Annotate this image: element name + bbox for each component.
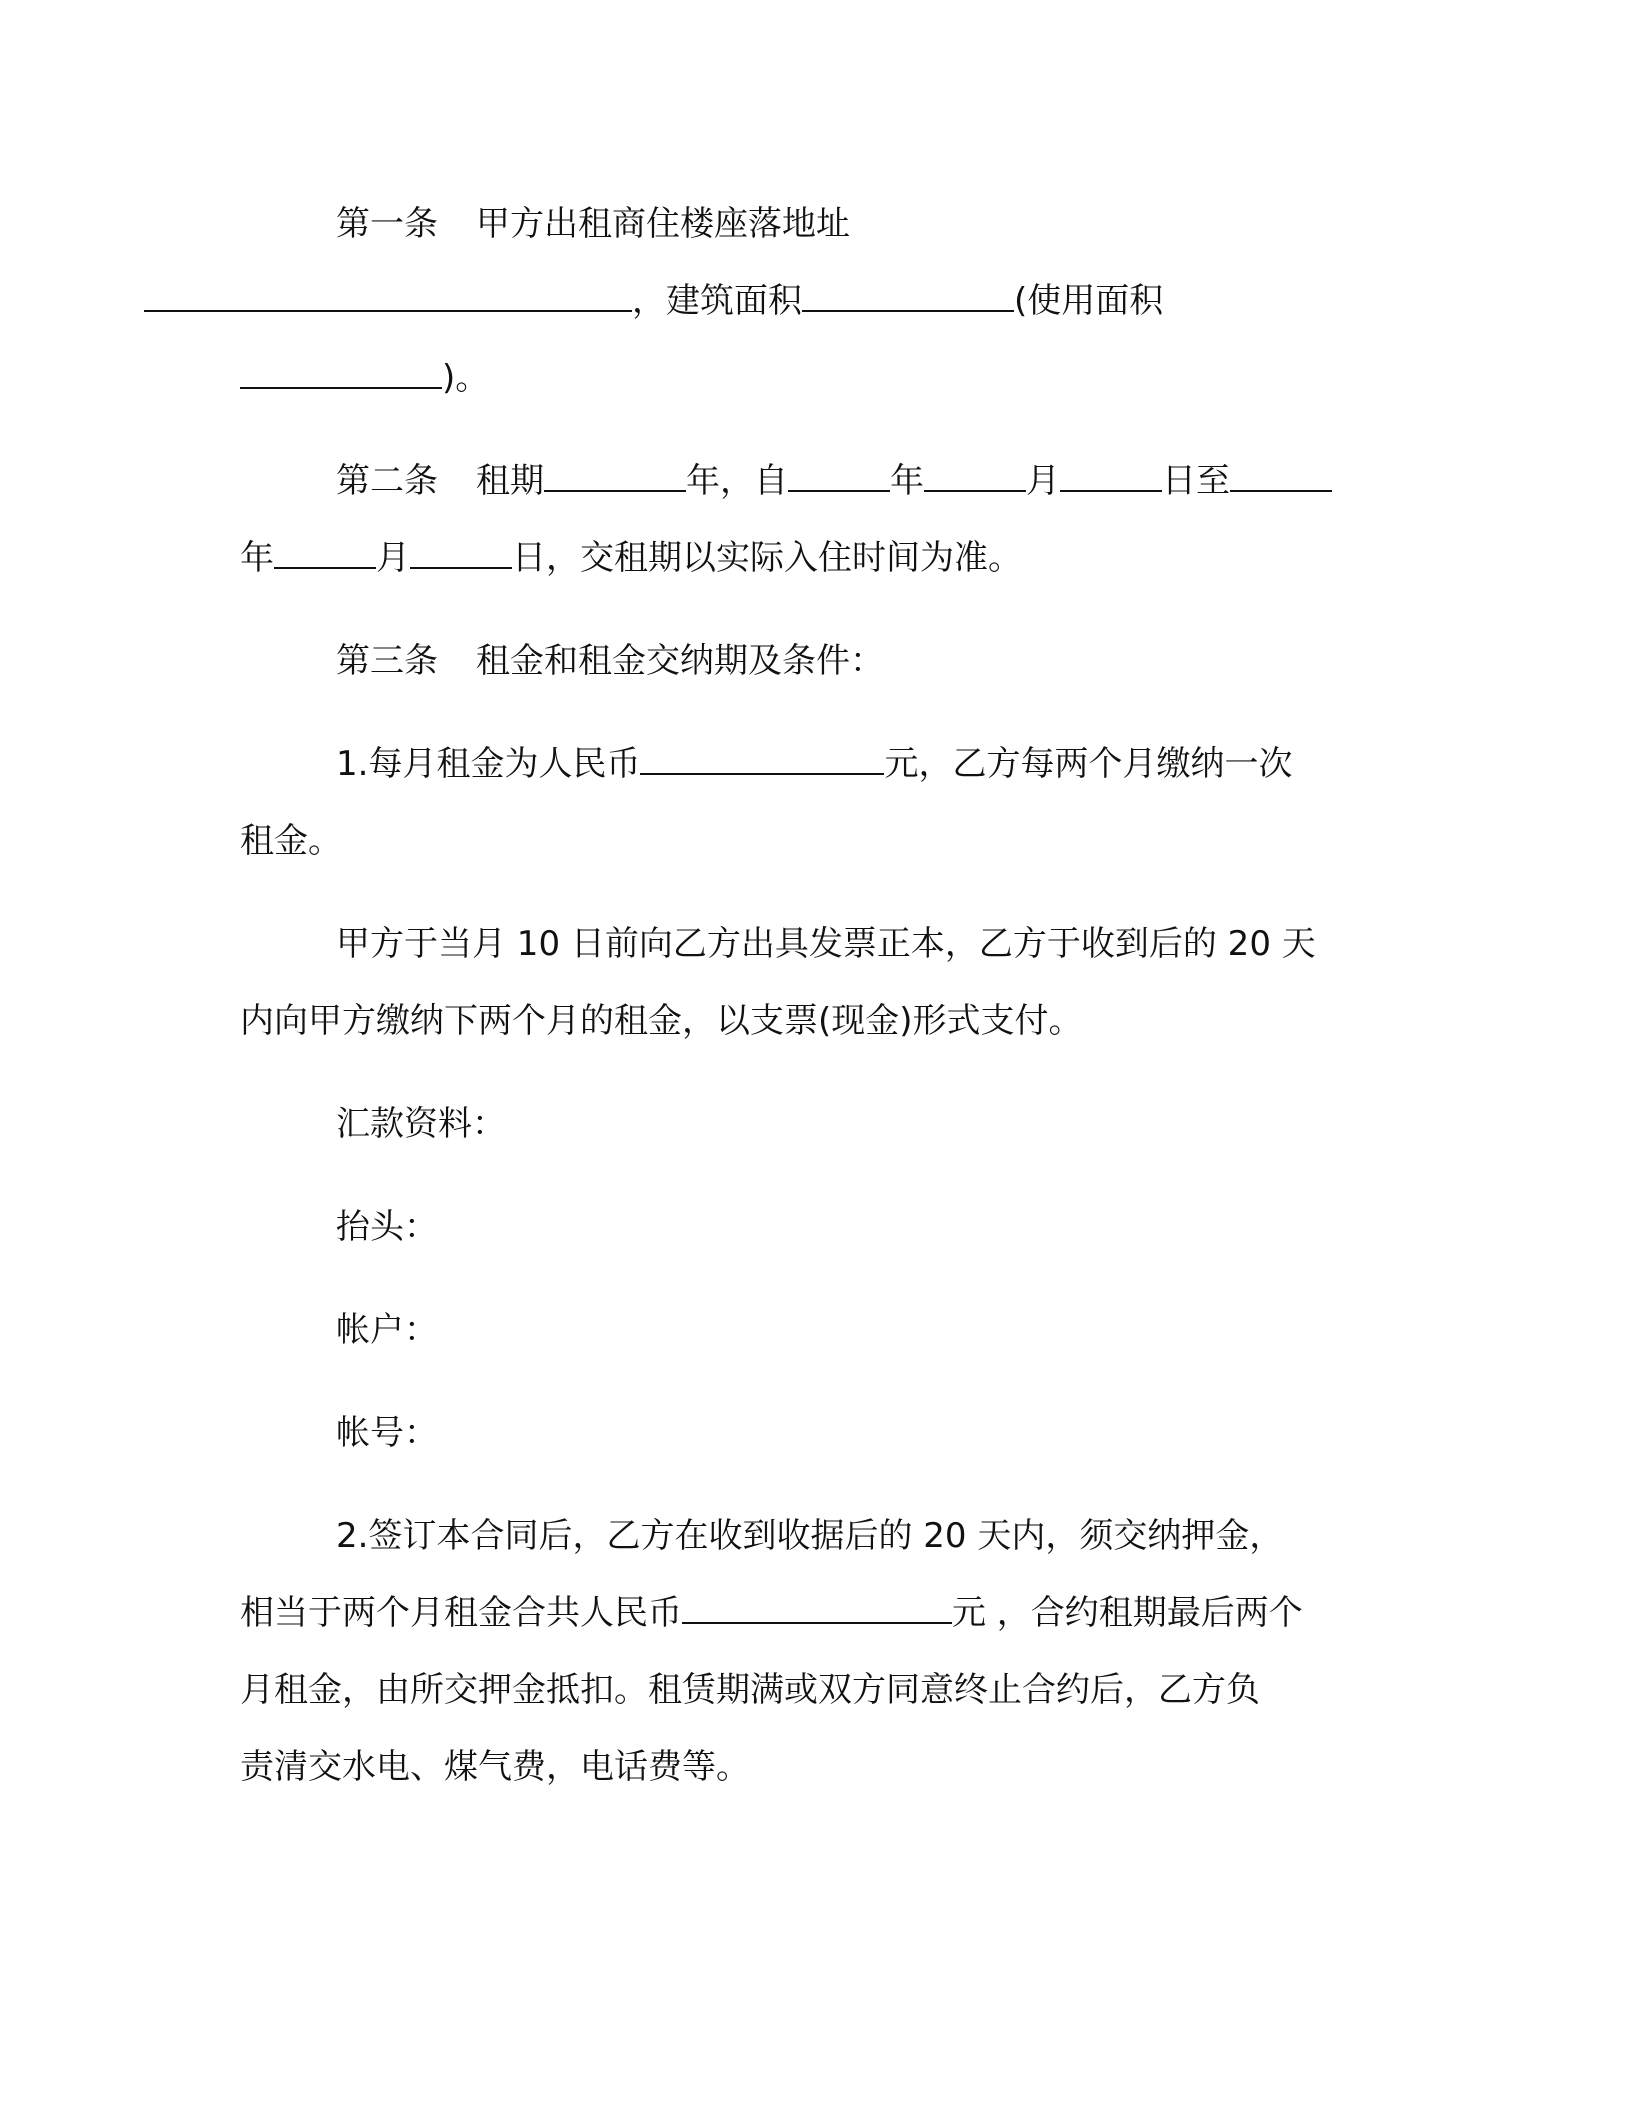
start-year-blank[interactable] <box>788 460 890 492</box>
building-area-blank[interactable] <box>802 280 1014 312</box>
start-day-blank[interactable] <box>1060 460 1162 492</box>
remittance-title: 汇款资料： <box>336 1104 506 1144</box>
lease-term-label: 租期 <box>476 461 544 501</box>
lease-from-label: 年，自 <box>686 461 788 501</box>
clause-2-line-1: 2.签订本合同后，乙方在收到收据后的 20 天内，须交纳押金， <box>336 1516 1284 1556</box>
monthly-rent-label: 1.每月租金为人民币 <box>336 744 641 784</box>
article-3 <box>240 623 1400 700</box>
invoice-line-1: 甲方于当月 10 日前向乙方出具发票正本，乙方于收到后的 20 天 <box>336 924 1316 964</box>
article-1-title: 甲方出租商住楼座落地址 <box>476 204 850 244</box>
usable-area-blank[interactable] <box>240 357 442 389</box>
usable-area-label: (使用面积 <box>1014 281 1164 321</box>
building-area-label: ，建筑面积 <box>632 281 802 321</box>
account-number-label: 帐号： <box>336 1413 438 1453</box>
clause-1-end: 租金。 <box>240 821 342 861</box>
clause-2-line-4: 责清交水电、煤气费，电话费等。 <box>240 1747 750 1787</box>
article-2-line-1 <box>240 443 1400 520</box>
usable-area-close: )。 <box>442 358 490 398</box>
article-2-line-2 <box>240 520 1400 597</box>
day-to-label: 日至 <box>1162 461 1230 501</box>
article-1-line-1 <box>240 186 1400 263</box>
article-3-title: 租金和租金交纳期及条件： <box>476 641 884 681</box>
end-day-blank[interactable] <box>410 537 512 569</box>
deposit-amount-blank[interactable] <box>682 1592 952 1624</box>
clause-2 <box>240 1498 1400 1806</box>
article-1-line-2 <box>144 263 1400 340</box>
clause-2-line-2 <box>240 1575 1400 1652</box>
clause-1 <box>240 726 1400 880</box>
year-label: 年 <box>890 461 924 501</box>
payment-frequency-text: 元，乙方每两个月缴纳一次 <box>884 744 1293 784</box>
month-label: 月 <box>1026 461 1060 501</box>
lease-years-blank[interactable] <box>544 460 686 492</box>
article-2 <box>240 443 1400 597</box>
start-month-blank[interactable] <box>924 460 1026 492</box>
deposit-text: 元 ，合约租期最后两个 <box>952 1593 1303 1633</box>
article-1 <box>240 186 1400 417</box>
end-month-blank[interactable] <box>274 537 376 569</box>
end-year-blank[interactable] <box>1230 460 1332 492</box>
monthly-rent-blank[interactable] <box>640 743 884 775</box>
address-blank[interactable] <box>144 280 632 312</box>
clause-1-line-2 <box>240 803 1400 880</box>
invoice-paragraph <box>240 906 1400 1060</box>
article-1-heading: 第一条 <box>336 204 438 244</box>
rent-start-note: 日，交租期以实际入住时间为准。 <box>512 538 1022 578</box>
month-label: 月 <box>376 538 410 578</box>
year-label: 年 <box>240 538 274 578</box>
deposit-amount-label: 相当于两个月租金合共人民币 <box>240 1593 682 1633</box>
article-2-heading: 第二条 <box>336 461 438 501</box>
account-name-label: 帐户： <box>336 1310 438 1350</box>
clause-2-line-3: 月租金，由所交押金抵扣。租赁期满或双方同意终止合约后，乙方负 <box>240 1670 1260 1710</box>
article-3-heading: 第三条 <box>336 641 438 681</box>
clause-1-line-1 <box>240 726 1400 803</box>
contract-page <box>240 186 1400 1832</box>
article-1-line-3 <box>240 340 1400 417</box>
invoice-line-2: 内向甲方缴纳下两个月的租金，以支票(现金)形式支付。 <box>240 1001 1083 1041</box>
payee-label: 抬头： <box>336 1207 438 1247</box>
